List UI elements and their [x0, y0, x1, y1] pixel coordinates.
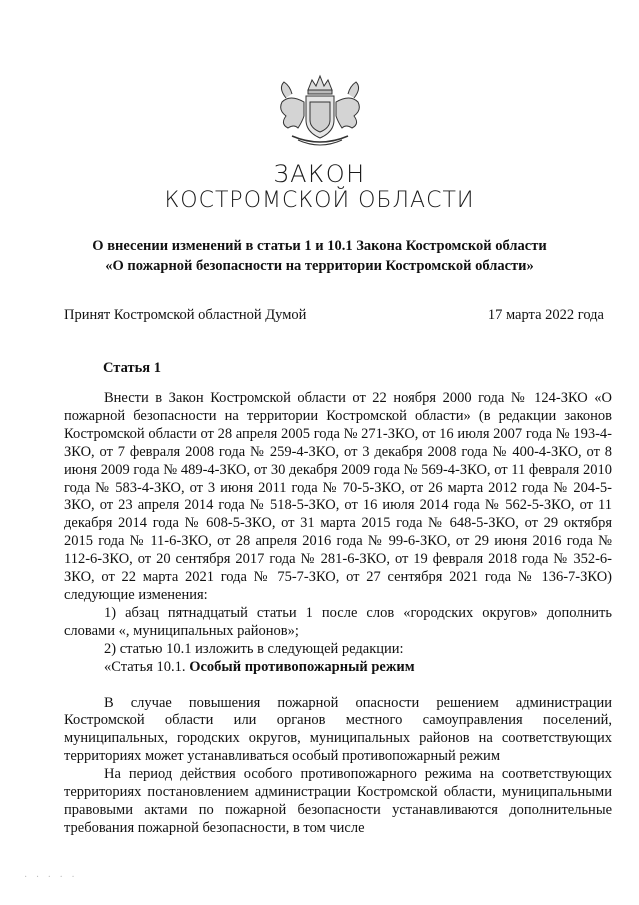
- amendment-item-1: 1) абзац пятнадцатый статьи 1 после слов «городских округов» дополнить словами «, муниципальных районов»;: [64, 604, 612, 639]
- quoted-article-number: «Статья 10.1.: [104, 658, 190, 675]
- adoption-line: [64, 307, 604, 324]
- law-title: ЗАКОН: [273, 160, 366, 188]
- scan-artifact: · · · · ·: [24, 872, 78, 883]
- law-title-region: КОСТРОМСКОЙ ОБЛАСТИ: [164, 188, 475, 213]
- adopting-body: Принят Костромской областной Думой: [64, 307, 307, 323]
- law-subtitle-line2: «О пожарной безопасности на территории Костромской области»: [105, 258, 534, 274]
- amendment-item-2: 2) статью 10.1 изложить в следующей редакции:: [104, 640, 404, 657]
- adoption-date: 17 марта 2022 года: [487, 307, 604, 323]
- quoted-article-title: Особый противопожарный режим: [189, 658, 415, 675]
- coat-of-arms-icon: [272, 72, 368, 150]
- article-heading: Статья 1: [103, 360, 161, 376]
- quoted-paragraph-1: В случае повышения пожарной опасности решением администрации Костромской области или органов местного самоуправления поселений, муниципальных, городских округов, муниципальных районов на соответствующих территориях может устанавливаться особый противопожарный режим: [64, 694, 612, 765]
- article-body: [64, 390, 612, 838]
- article-intro: Внести в Закон Костромской области от 22 ноября 2000 года № 124-ЗКО «О пожарной безопасности на территории Костромской области» (в редакции законов Костромской области от 28 апреля 2005 года № 271-ЗКО, от 16 июля 2007 года № 193-4-ЗКО, от 7 февраля 2008 года № 259-4-ЗКО, от 3 декабря 2008 года № 400-4-ЗКО, от 8 июня 2009 года № 489-4-ЗКО, от 30 декабря 2009 года № 569-4-ЗКО, от 11 февраля 2010 года № 583-4-ЗКО, от 3 июня 2011 года № 70-5-ЗКО, от 26 марта 2012 года № 204-5-ЗКО, от 23 апреля 2014 года № 518-5-ЗКО, от 16 июля 2014 года № 562-5-ЗКО, от 11 декабря 2014 года № 608-5-ЗКО, от 31 марта 2015 года № 648-5-ЗКО, от 29 октября 2015 года № 11-6-ЗКО, от 28 апреля 2016 года № 99-6-ЗКО, от 29 июня 2016 года № 112-6-ЗКО, от 20 сентября 2017 года № 281-6-ЗКО, от 19 февраля 2018 года № 352-6-ЗКО, от 22 марта 2021 года № 75-7-ЗКО, от 27 сентября 2021 года № 136-7-ЗКО) следующие изменения:: [64, 390, 612, 603]
- quoted-article-heading: [64, 659, 612, 677]
- quoted-paragraph-2: На период действия особого противопожарного режима на соответствующих территориях постановлением администрации Костромской области, муниципальными правовыми актами по пожарной безопасности устанавливаются дополнительные требования пожарной безопасности, в том числе: [64, 766, 612, 836]
- law-subtitle-line1: О внесении изменений в статьи 1 и 10.1 Закона Костромской области: [92, 238, 547, 254]
